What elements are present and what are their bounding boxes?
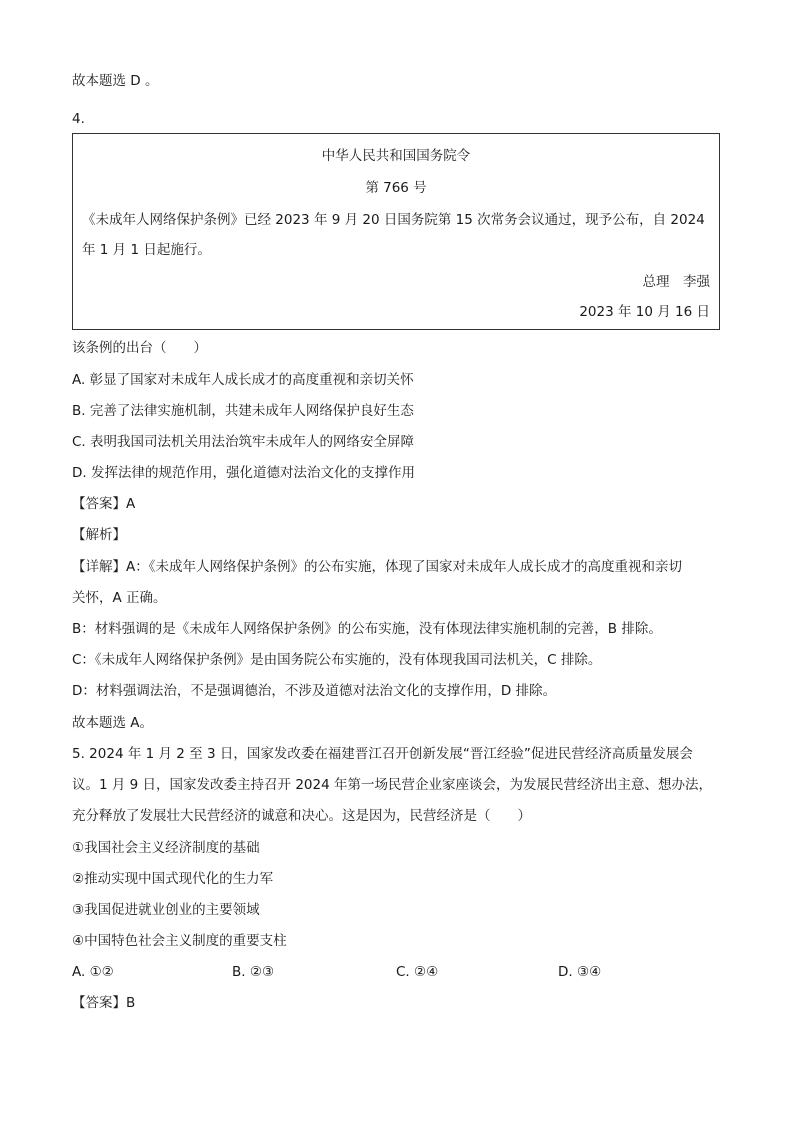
answer-label: 【答案】A bbox=[72, 496, 136, 512]
question-4-number: 4. bbox=[72, 111, 85, 127]
question-5-choices bbox=[72, 962, 722, 982]
decree-number: 第 766 号 bbox=[365, 180, 427, 196]
detail-line-2: 关怀，A 正确。 bbox=[72, 590, 167, 606]
decree-signature: 总理 李强 bbox=[642, 274, 710, 290]
detail-d: D：材料强调法治，不是强调德治，不涉及道德对法治文化的支撑作用，D 排除。 bbox=[72, 683, 557, 699]
question-5-answer-label: 【答案】B bbox=[72, 995, 136, 1011]
analysis-label: 【解析】 bbox=[72, 527, 126, 543]
question-5-line-3: 充分释放了发展壮大民营经济的诚意和决心。这是因为，民营经济是（ ） bbox=[72, 808, 531, 824]
question-5-line-1: 5. 2024 年 1 月 2 至 3 日，国家发改委在福建晋江召开创新发展“晋江经验”促进民营经济高质量发展会 bbox=[72, 746, 693, 762]
question-5-line-2: 议。1 月 9 日，国家发改委主持召开 2024 年第一场民营企业家座谈会，为发展民营经济出主意、想办法， bbox=[72, 777, 712, 793]
option-b: B. 完善了法律实施机制，共建未成年人网络保护良好生态 bbox=[72, 403, 414, 419]
detail-line-1: 【详解】A：《未成年人网络保护条例》的公布实施，体现了国家对未成年人成长成才的高度重视和亲切 bbox=[72, 559, 682, 575]
option-d: D. 发挥法律的规范作用，强化道德对法治文化的支撑作用 bbox=[72, 465, 415, 481]
option-a: A. 彰显了国家对未成年人成长成才的高度重视和亲切关怀 bbox=[72, 372, 414, 388]
question-4-conclusion: 故本题选 A。 bbox=[72, 715, 154, 731]
statement-1: ①我国社会主义经济制度的基础 bbox=[72, 840, 260, 856]
choice-a: A. ①② bbox=[72, 964, 114, 980]
decree-body-line-1: 《未成年人网络保护条例》已经 2023 年 9 月 20 日国务院第 15 次常务会议通过，现予公布，自 2024 bbox=[82, 212, 705, 228]
question-4-stem: 该条例的出台（ ） bbox=[72, 340, 207, 356]
choice-c: C. ②④ bbox=[396, 964, 439, 980]
decree-title: 中华人民共和国国务院令 bbox=[321, 148, 471, 164]
detail-c: C：《未成年人网络保护条例》是由国务院公布实施的，没有体现我国司法机关，C 排除。 bbox=[72, 652, 602, 668]
option-c: C. 表明我国司法机关用法治筑牢未成年人的网络安全屏障 bbox=[72, 434, 415, 450]
detail-b: B：材料强调的是《未成年人网络保护条例》的公布实施，没有体现法律实施机制的完善，B 排除。 bbox=[72, 621, 662, 637]
choice-d: D. ③④ bbox=[558, 964, 602, 980]
choice-b: B. ②③ bbox=[232, 964, 275, 980]
previous-conclusion: 故本题选 D 。 bbox=[72, 73, 159, 89]
statement-2: ②推动实现中国式现代化的生力军 bbox=[72, 871, 274, 887]
decree-body-line-2: 年 1 月 1 日起施行。 bbox=[82, 242, 211, 258]
decree-date: 2023 年 10 月 16 日 bbox=[579, 304, 710, 320]
statement-4: ④中国特色社会主义制度的重要支柱 bbox=[72, 933, 287, 949]
statement-3: ③我国促进就业创业的主要领域 bbox=[72, 902, 260, 918]
decree-box bbox=[72, 133, 720, 330]
